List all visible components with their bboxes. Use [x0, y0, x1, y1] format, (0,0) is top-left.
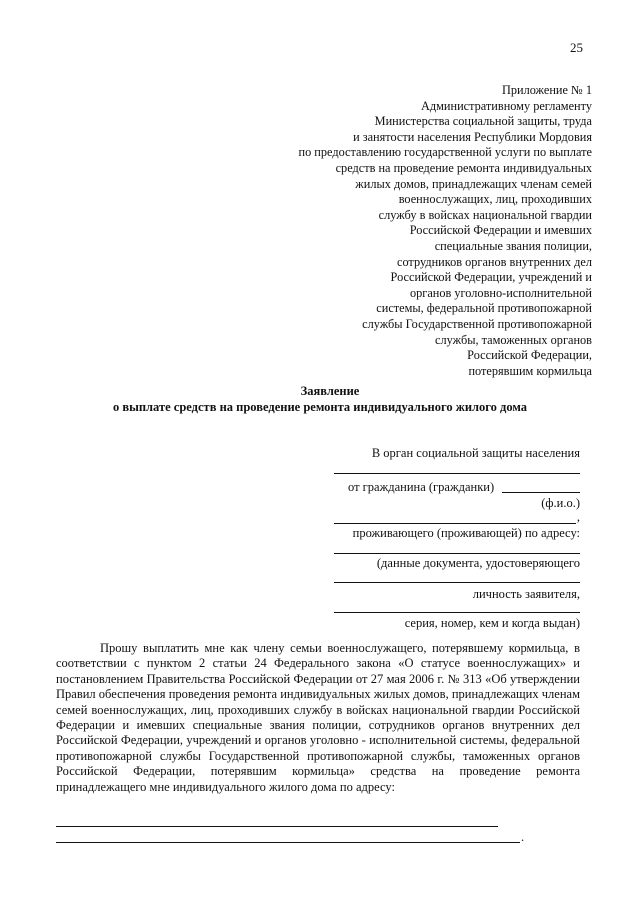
appendix-line: органов уголовно-исполнительной — [410, 285, 592, 300]
addressee-to: В орган социальной защиты населения — [371, 446, 580, 460]
appendix-line: системы, федеральной противопожарной — [376, 301, 592, 316]
appendix-line: Российской Федерации и имевших — [409, 223, 592, 238]
fio-fill-line — [334, 523, 576, 524]
identity-fill-line — [334, 612, 580, 613]
application-body — [56, 641, 580, 795]
document-caption: (данные документа, удостоверяющего — [376, 556, 580, 570]
title-line-1: Заявление — [300, 384, 360, 398]
address-line-2 — [56, 842, 520, 843]
appendix-line: службы, таможенных органов — [435, 332, 592, 347]
residing-caption: проживающего (проживающей) по адресу: — [352, 526, 580, 540]
series-caption: серия, номер, кем и когда выдан) — [404, 616, 580, 630]
appendix-line: по предоставлению государственной услуги по выплате — [298, 145, 592, 160]
addressee-from: от гражданина (гражданки) — [348, 480, 495, 494]
document-title — [0, 383, 640, 415]
fio-caption: (ф.и.о.) — [541, 496, 580, 510]
application-paragraph: Прошу выплатить мне как члену семьи военнослужащего, потерявшему кормильца, в соответствии с пунктом 2 статьи 24 Федерального закона «О статусе военнослужащих» и постановлением Правительства Российской Федерации от 27 мая 2006 г. № 313 «Об утверждении Правил обеспечения проведения ремонта индивидуальных жилых домов, принадлежащих членам семей военнослужащих, лиц, проходивших службу в войсках национальной гвардии Российской Федерации и имевших специальные звания полиции, сотрудников органов внутренних дел Российской Федерации, учреждений и органов уголовно - исполнительной системы, федеральной противопожарной службы Государственной противопожарной службы, таможенных органов Российской Федерации, потерявшим кормильца» средства на проведение ремонта принадлежащего мне индивидуального жилого дома по адресу: — [56, 641, 580, 794]
appendix-line: средств на проведение ремонта индивидуальных — [335, 160, 592, 175]
appendix-line: Приложение № 1 — [501, 83, 592, 97]
appendix-line: Российской Федерации, учреждений и — [390, 270, 592, 285]
appendix-header — [262, 83, 592, 379]
comma-mark: , — [576, 510, 580, 524]
appendix-line: жилых домов, принадлежащих членам семей — [355, 176, 592, 191]
end-dot: . — [521, 830, 525, 844]
appendix-line: потерявшим кормильца — [468, 363, 592, 378]
address-line-1 — [56, 826, 498, 827]
appendix-line: службы Государственной противопожарной — [362, 316, 592, 331]
addressee-name-line — [334, 473, 580, 474]
appendix-line: и занятости населения Республики Мордовия — [353, 129, 592, 144]
document-fill-line — [334, 582, 580, 583]
appendix-line: Министерства социальной защиты, труда — [374, 114, 592, 129]
title-line-2: о выплате средств на проведение ремонта индивидуального жилого дома — [112, 400, 528, 414]
identity-caption: личность заявителя, — [472, 587, 580, 601]
appendix-line: военнослужащих, лиц, проходивших — [398, 192, 592, 207]
from-fill-line — [502, 492, 580, 493]
appendix-line: службу в войсках национальной гвардии — [378, 207, 592, 222]
appendix-line: Административному регламенту — [421, 98, 592, 113]
address-fill-line — [334, 553, 580, 554]
appendix-line: Российской Федерации, — [467, 348, 592, 363]
appendix-line: специальные звания полиции, — [434, 238, 592, 253]
appendix-line: сотрудников органов внутренних дел — [396, 254, 592, 269]
page-number: 25 — [570, 40, 583, 55]
